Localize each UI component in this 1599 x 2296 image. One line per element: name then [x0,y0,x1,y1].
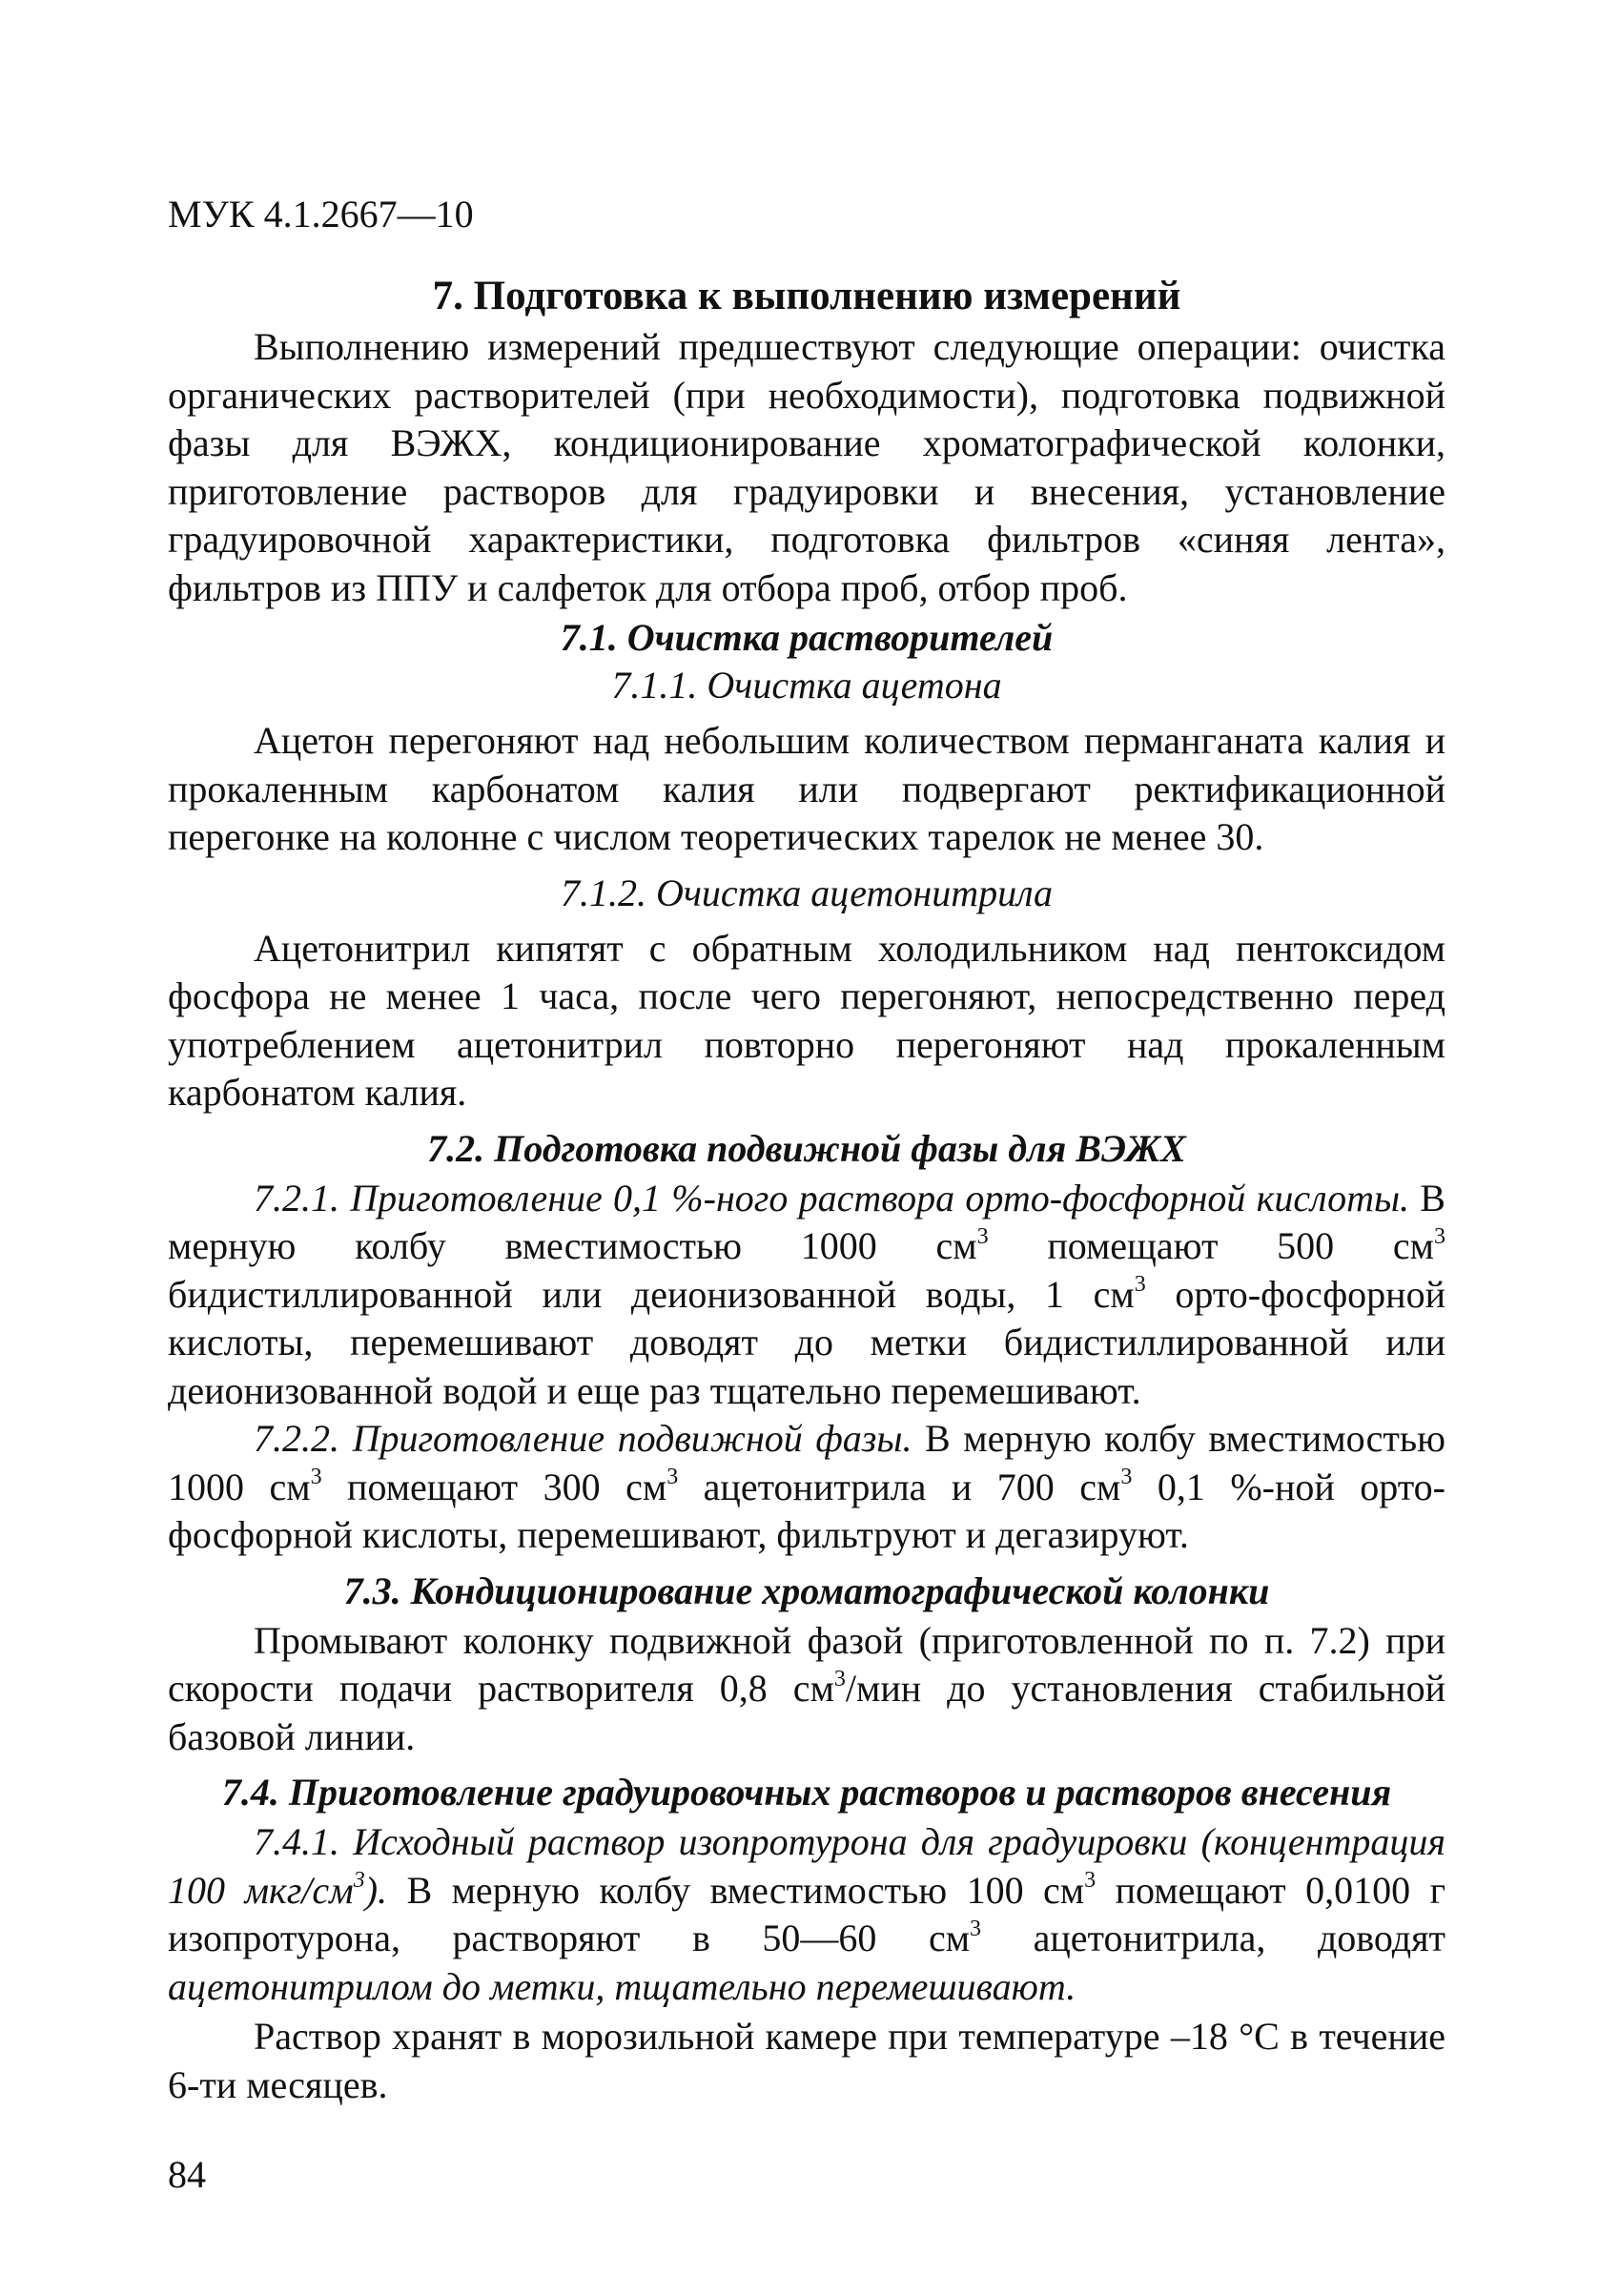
section-7-1-1-text: Ацетон перегоняют над небольшим количеством перманганата калия и прокаленным карбонатом калия или подвергают ректификационной перегонке на колонне с числом теоретических тарелок не менее 30. [168,719,1445,858]
cubic-superscript: 3 [976,1223,989,1249]
section-7-4-storage-text: Раствор хранят в морозильной камере при температуре –18 °С в течение 6-ти месяцев. [168,2015,1445,2106]
section-7-4-1-text: 7.4.1. Исходный раствор изопротурона для градуировки (концентрация 100 мкг/$см^3$). В мерную колбу вместимостью 100 $см^3$ помещают 0,0100 г изопротурона, растворяют в 50—60 $см^3$ ацетонитрила, доводят ацетонитрилом до метки, тщательно перемешивают. [168,1820,1445,2008]
section-7-1-title: 7.1. Очистка растворителей [560,616,1054,659]
running-header: МУК 4.1.2667—10 [168,193,474,236]
section-7-title: 7. Подготовка к выполнению измерений [432,274,1181,318]
section-7-3-title: 7.3. Кондиционирование хроматографической колонки [343,1568,1270,1612]
section-7-1-1-title: 7.1.1. Очистка ацетона [611,664,1002,707]
section-7-4-title: 7.4. Приготовление градуировочных растворов и растворов внесения [221,1771,1392,1814]
cubic-superscript: 3 [1134,1272,1146,1298]
cubic-superscript: 3 [1120,1465,1133,1490]
section-7-2-1-text: 7.2.1. Приготовление 0,1 %-ного раствора орто-фосфорной кислоты. В мерную колбу вместимостью 1000 $см^3$ помещают 500 $см^3$ бидистиллированной или деионизованной воды, 1 $см^3$ орто-фосфорной кислоты, перемешивают доводят до метки бидистиллированной или деионизованной водой и еще раз тщательно перемешивают. [168,1176,1445,1412]
cubic-superscript: 3 [1084,1868,1097,1894]
section-7-1-2-text: Ацетонитрил кипятят с обратным холодильником над пентоксидом фосфора не менее 1 часа, после чего перегоняют, непосредственно перед употреблением ацетонитрил повторно перегоняют над прокаленным карбонатом калия. [168,926,1445,1114]
page-number: 84 [168,2153,206,2196]
section-7-2-2-lead: 7.2.2. Приготовление подвижной фазы. [254,1417,912,1460]
section-7-4-1-lead: 7.4.1. Исходный раствор изопротурона для градуировки (концентрация 100 мкг/$см^3$). [168,1820,1445,1912]
cubic-superscript: 3 [833,1666,846,1691]
page-body [168,270,1445,2109]
section-7-intro: Выполнению измерений предшествуют следующие операции: очистка органических растворителей (при необходимости), подготовка подвижной фазы для ВЭЖХ, кондиционирование хроматографической колонки, приготовление растворов для градуировки и внесения, установление градуировочной характеристики, подготовка фильтров «синяя лента», фильтров из ППУ и салфеток для отбора проб, отбор проб. [168,325,1445,609]
cubic-superscript: 3 [1434,1223,1445,1249]
cubic-superscript: 3 [353,1868,365,1894]
cubic-superscript: 3 [666,1465,679,1490]
cubic-superscript: 3 [310,1465,322,1490]
cubic-superscript: 3 [970,1916,982,1941]
section-7-2-2-text: 7.2.2. Приготовление подвижной фазы. В мерную колбу вместимостью 1000 $см^3$ помещают 300 $см^3$ ацетонитрила и 700 $см^3$ 0,1 %-ной орто-фосфорной кислоты, перемешивают, фильтруют и дегазируют. [168,1417,1446,1556]
section-7-2-title: 7.2. Подготовка подвижной фазы для ВЭЖХ [427,1126,1186,1170]
section-7-1-2-title: 7.1.2. Очистка ацетонитрила [560,871,1054,914]
section-7-3-text: Промывают колонку подвижной фазой (приготовленной по п. 7.2) при скорости подачи растворителя 0,8 $см^3$/мин до установления стабильной базовой линии. [168,1618,1445,1758]
section-7-2-1-lead: 7.2.1. Приготовление 0,1 %-ного раствора орто-фосфорной кислоты. [254,1176,1410,1220]
